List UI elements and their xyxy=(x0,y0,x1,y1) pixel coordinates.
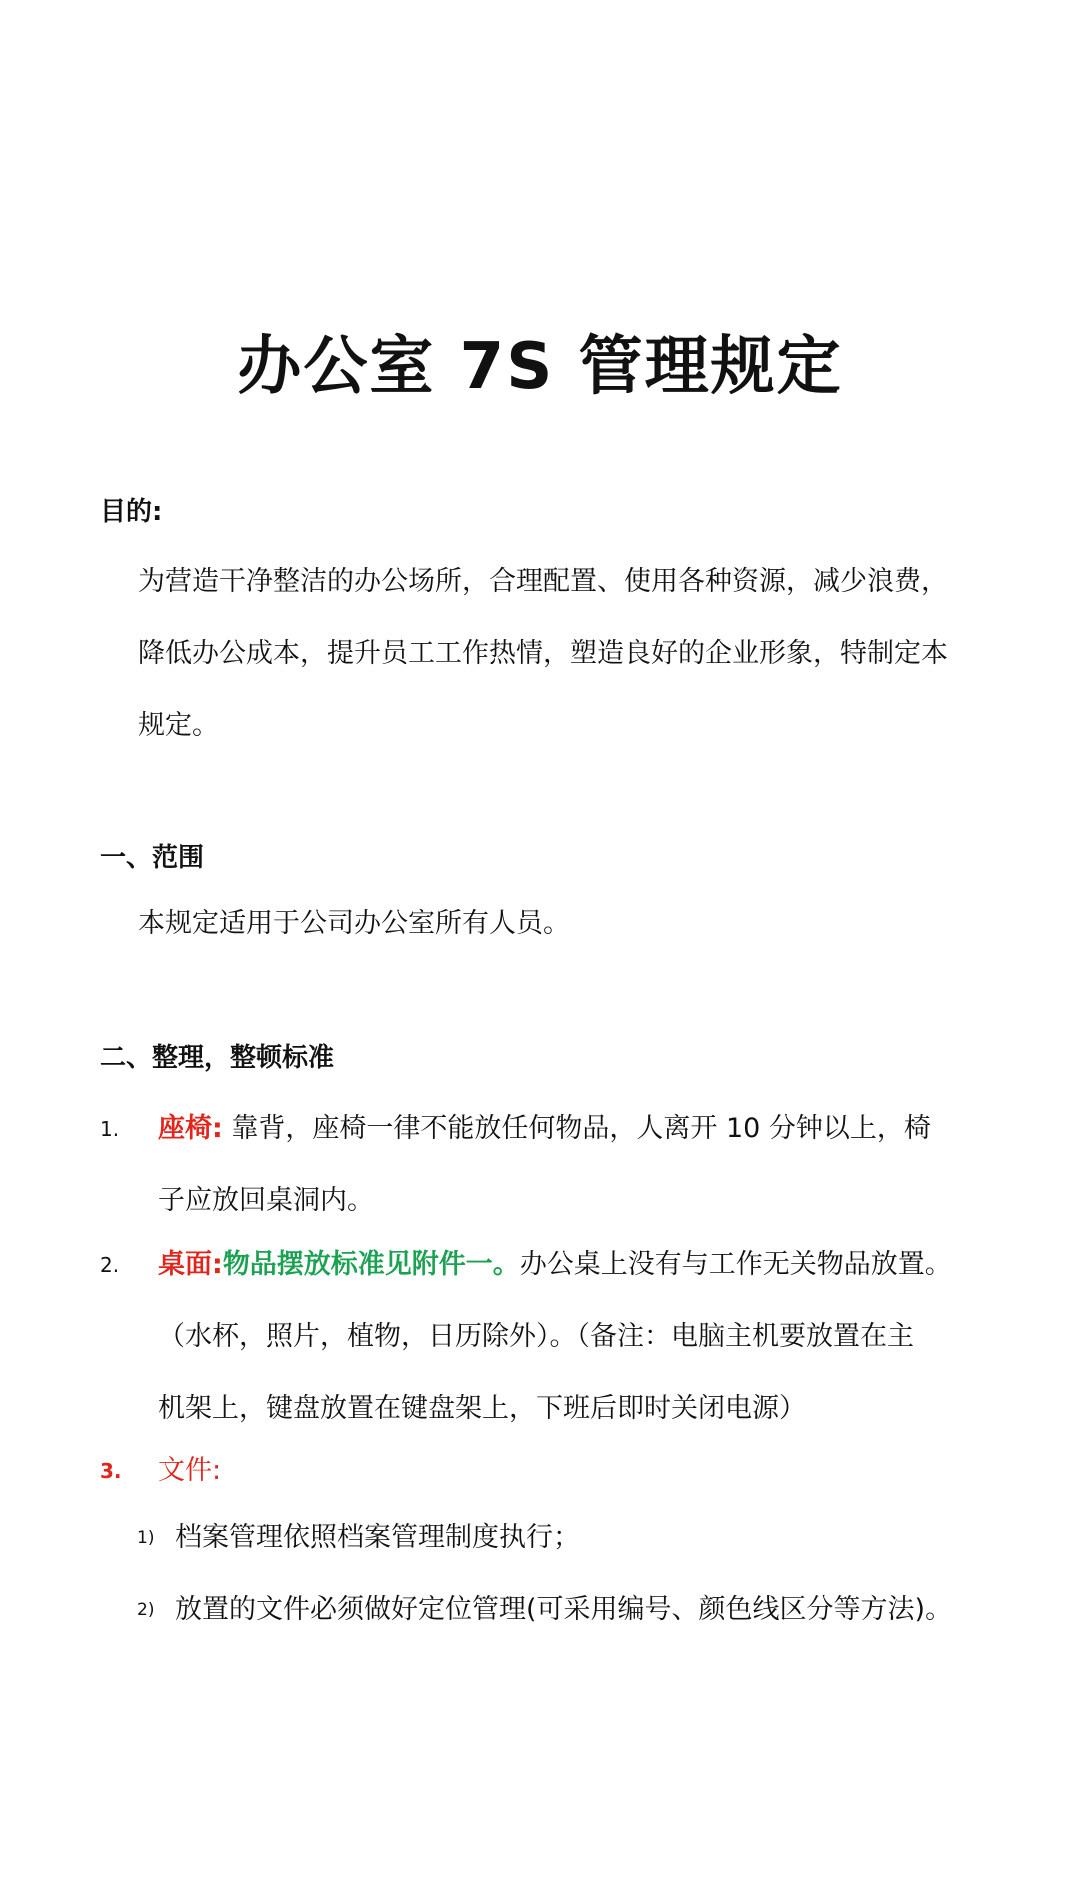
sub-item-number: 1) xyxy=(137,1528,155,1548)
scope-body: 本规定适用于公司办公室所有人员。 xyxy=(138,908,570,939)
item-line xyxy=(158,1093,1000,1165)
purpose-heading: 目的: xyxy=(100,497,163,527)
item-highlight-attachment: 物品摆放标准见附件一。 xyxy=(222,1249,520,1280)
item-line xyxy=(158,1229,1000,1301)
sub-item-number: 2) xyxy=(137,1600,155,1620)
item-number: 1. xyxy=(100,1117,120,1141)
item-body xyxy=(158,1435,1000,1507)
item-label-files: 文件: xyxy=(158,1455,222,1486)
purpose-line-2: 降低办公成本，提升员工工作热情，塑造良好的企业形象，特制定本 xyxy=(138,638,948,669)
item-line: 子应放回桌洞内。 xyxy=(158,1185,374,1216)
scope-heading: 一、范围 xyxy=(100,843,205,873)
sub-item-text: 放置的文件必须做好定位管理(可采用编号、颜色线区分等方法)。 xyxy=(175,1594,953,1625)
item-line: 机架上，键盘放置在键盘架上，下班后即时关闭电源） xyxy=(158,1393,806,1424)
sub-item-text: 档案管理依照档案管理制度执行； xyxy=(175,1522,580,1553)
item-line: （水杯，照片，植物，日历除外）。（备注：电脑主机要放置在主 xyxy=(158,1321,914,1352)
item-number: 2. xyxy=(100,1253,120,1277)
sub-item xyxy=(137,1502,1037,1574)
item-body xyxy=(158,1229,1000,1445)
standards-heading: 二、整理，整顿标准 xyxy=(100,1043,335,1073)
purpose-line-1: 为营造干净整洁的办公场所，合理配置、使用各种资源，减少浪费， xyxy=(138,566,948,597)
standard-item-files xyxy=(100,1435,1000,1507)
item-body xyxy=(158,1093,1000,1237)
standard-item-chair xyxy=(100,1093,1000,1237)
document-title: 办公室 7S 管理规定 xyxy=(237,330,843,404)
item-label-desk: 桌面: xyxy=(158,1249,223,1280)
standard-item-desk xyxy=(100,1229,1000,1445)
sub-item xyxy=(137,1574,1037,1646)
item-text: 办公桌上没有与工作无关物品放置。 xyxy=(519,1249,952,1280)
item-label-chair: 座椅: xyxy=(158,1113,223,1144)
item-text: 靠背，座椅一律不能放任何物品，人离开 10 分钟以上，椅 xyxy=(222,1113,931,1144)
item-number: 3. xyxy=(100,1459,122,1483)
purpose-body xyxy=(138,546,988,762)
purpose-line-3: 规定。 xyxy=(138,710,219,741)
